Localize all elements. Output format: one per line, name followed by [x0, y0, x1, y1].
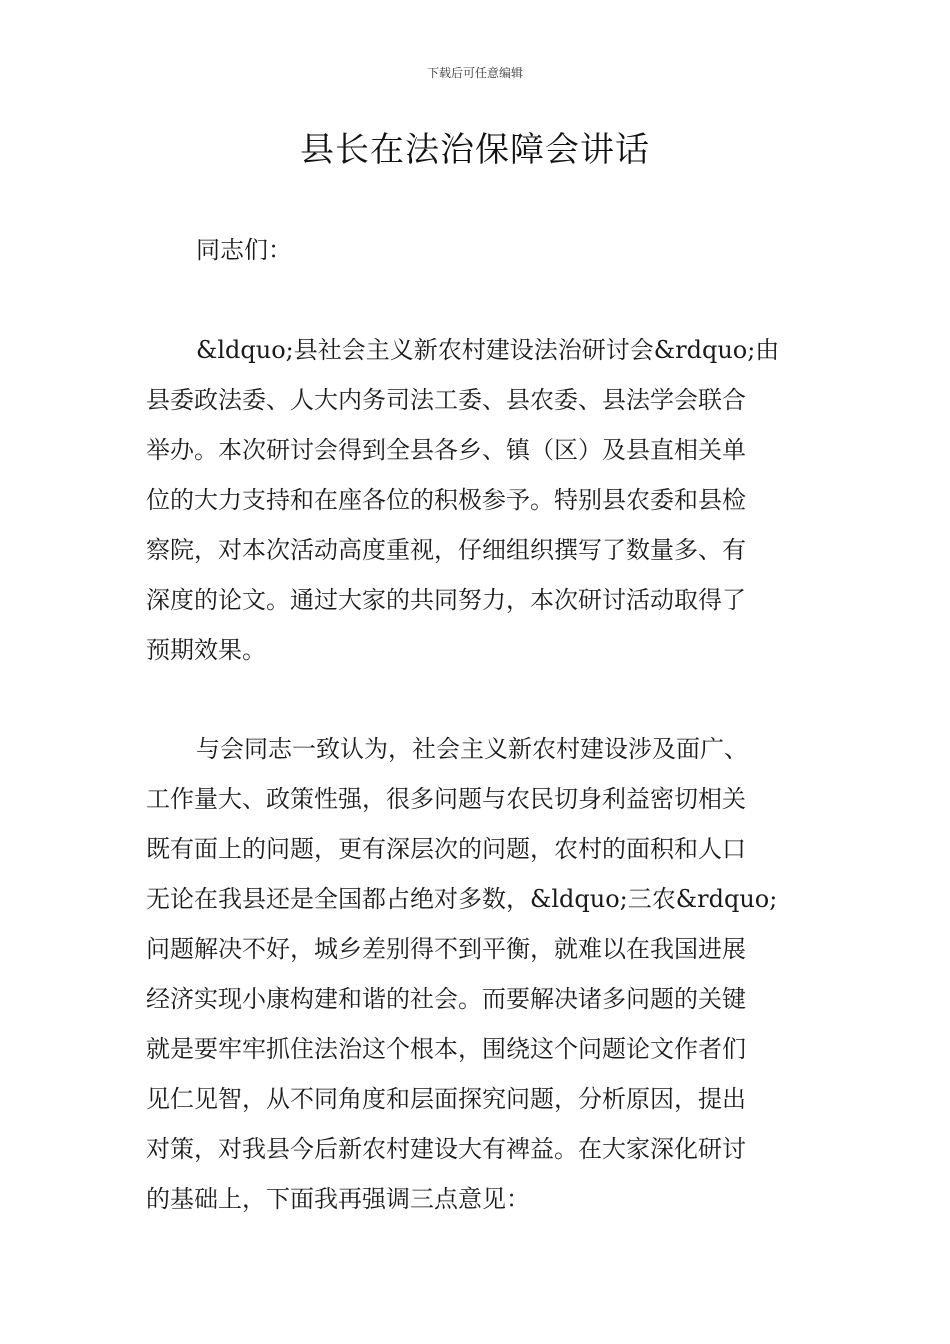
- text-line: 工作量大、政策性强，很多问题与农民切身利益密切相关: [146, 785, 746, 813]
- text-line: 问题解决不好，城乡差别得不到平衡，就难以在我国进展: [146, 935, 746, 963]
- text-line: 对策，对我县今后新农村建设大有裨益。在大家深化研讨: [146, 1135, 746, 1163]
- text-line: 预期效果。: [146, 636, 266, 664]
- salutation: 同志们：: [196, 236, 292, 264]
- paragraph-2: [146, 724, 816, 1224]
- text-line: 无论在我县还是全国都占绝对多数，&ldquo;三农&rdquo;: [146, 885, 778, 913]
- text-line: 见仁见智，从不同角度和层面探究问题，分析原因，提出: [146, 1085, 746, 1113]
- header-note: 下载后可任意编辑: [426, 66, 523, 80]
- text-line: 经济实现小康构建和谐的社会。而要解决诸多问题的关键: [146, 985, 746, 1013]
- paragraph-1: [146, 325, 816, 675]
- text-line: 的基础上，下面我再强调三点意见：: [146, 1185, 530, 1213]
- text-line: 既有面上的问题，更有深层次的问题，农村的面积和人口: [146, 835, 746, 863]
- text-line: 与会同志一致认为，社会主义新农村建设涉及面广、: [196, 735, 748, 763]
- document-title: 县长在法治保障会讲话: [300, 130, 650, 170]
- text-line: 位的大力支持和在座各位的积极参予。特别县农委和县检: [146, 486, 746, 514]
- text-line: 县委政法委、人大内务司法工委、县农委、县法学会联合: [146, 386, 746, 414]
- text-line: 深度的论文。通过大家的共同努力，本次研讨活动取得了: [146, 586, 746, 614]
- text-line: 察院，对本次活动高度重视，仔细组织撰写了数量多、有: [146, 536, 746, 564]
- text-line: 就是要牢牢抓住法治这个根本，围绕这个问题论文作者们: [146, 1035, 746, 1063]
- text-line: 举办。本次研讨会得到全县各乡、镇（区）及县直相关单: [146, 436, 746, 464]
- text-line: &ldquo;县社会主义新农村建设法治研讨会&rdquo;由: [196, 336, 780, 364]
